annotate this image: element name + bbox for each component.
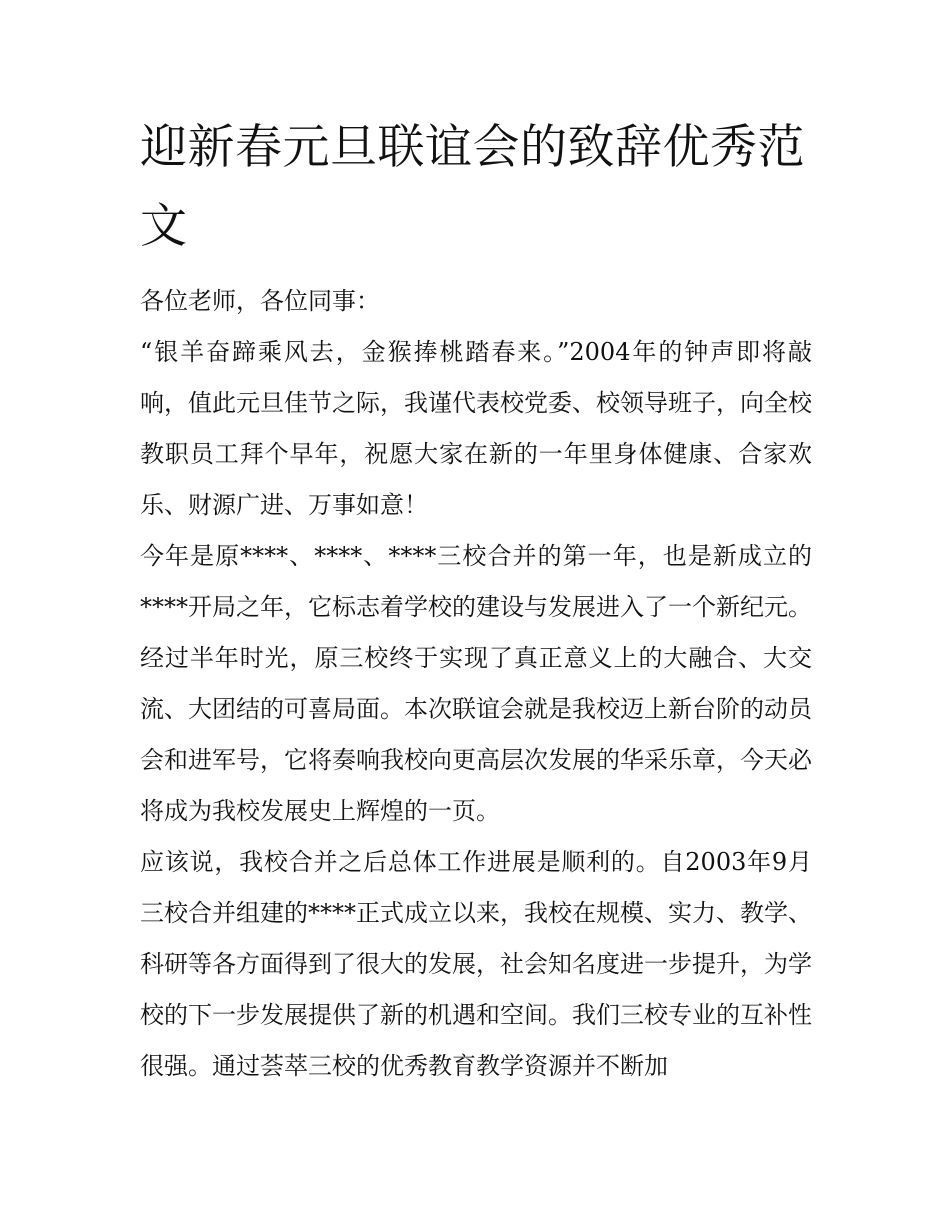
document-title: 迎新春元旦联谊会的致辞优秀范文 — [140, 120, 805, 254]
salutation: 各位老师，各位同事： — [140, 287, 380, 315]
document-body — [140, 276, 812, 1092]
paragraph-merger: 今年是原****、****、****三校合并的第一年，也是新成立的****开局之年，它标志着学校的建设与发展进入了一个新纪元。经过半年时光，原三校终于实现了真正意义上的大融合、大交流、大团结的可喜局面。本次联谊会就是我校迈上新台阶的动员会和进军号，它将奏响我校向更高层次发展的华采乐章，今天必将成为我校发展史上辉煌的一页。 — [140, 542, 812, 825]
paragraph-progress: 应该说，我校合并之后总体工作进展是顺利的。自2003年9月三校合并组建的****正式成立以来，我校在规模、实力、教学、科研等各方面得到了很大的发展，社会知名度进一步提升，为学校的下一步发展提供了新的机遇和空间。我们三校专业的互补性很强。通过荟萃三校的优秀教育教学资源并不断加 — [140, 848, 812, 1080]
paragraph-greeting: “银羊奋蹄乘风去，金猴捧桃踏春来。”2004年的钟声即将敲响，值此元旦佳节之际，我谨代表校党委、校领导班子，向全校教职员工拜个早年，祝愿大家在新的一年里身体健康、合家欢乐、财源广进、万事如意！ — [140, 338, 812, 519]
